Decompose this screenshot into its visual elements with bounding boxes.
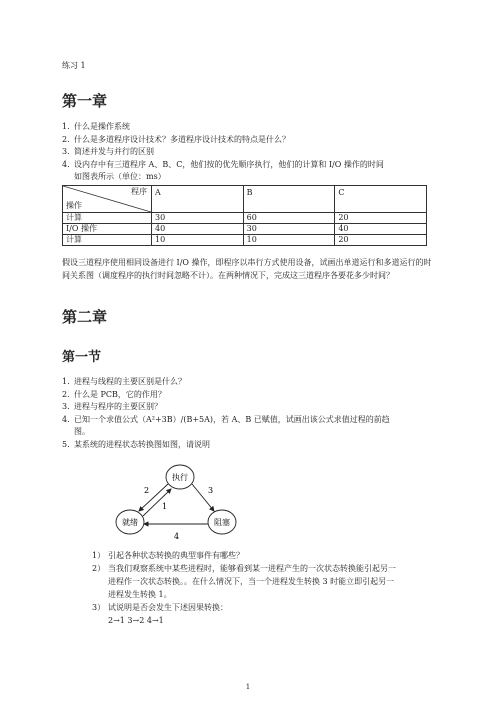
sub-question-number: 2） bbox=[92, 564, 106, 573]
sub-question-list bbox=[92, 549, 396, 627]
list-item bbox=[92, 575, 396, 588]
state-running-label: 执行 bbox=[172, 473, 188, 482]
sub-question-text: 进程发生转换 1。 bbox=[108, 590, 172, 599]
question-text: 进程与线程的主要区别是什么？ bbox=[74, 377, 186, 386]
question-text: 如图表所示（单位：ms） bbox=[74, 172, 166, 182]
edge-label-3: 3 bbox=[208, 486, 214, 495]
table-cell: 10 bbox=[243, 235, 335, 246]
list-item bbox=[62, 401, 390, 414]
list-item bbox=[62, 439, 390, 452]
list-item bbox=[62, 121, 384, 134]
question-text: 进程与程序的主要区别？ bbox=[74, 402, 162, 412]
question-number: 4. bbox=[62, 414, 70, 424]
table-cell: 20 bbox=[335, 235, 427, 246]
exercise-label: 练习 1 bbox=[62, 61, 86, 70]
table-row bbox=[63, 224, 427, 235]
problem-paragraph: 假设三道程序使用相同设备进行 I/O 操作，即程序以串行方式使用设备，试画出单道运行和多道运行的时间关系图（调度程序的执行时间忽略不计）。在两种情况下，完成这三道程序各要花多少时间？ bbox=[62, 258, 432, 280]
list-item bbox=[62, 171, 384, 184]
section-title: 第一节 bbox=[62, 350, 102, 365]
question-text: 简述并发与并行的区别 bbox=[74, 147, 154, 157]
list-item bbox=[62, 426, 390, 439]
header-bottom-label: 操作 bbox=[66, 201, 82, 210]
table-row bbox=[63, 213, 427, 224]
table-cell: 10 bbox=[152, 235, 244, 246]
edge-label-1: 1 bbox=[162, 502, 168, 511]
sub-question-number: 3） bbox=[92, 603, 106, 612]
question-text: 某系统的进程状态转换图如图，请说明 bbox=[74, 439, 210, 449]
timing-table bbox=[62, 185, 427, 246]
list-item bbox=[62, 389, 390, 402]
list-item bbox=[62, 134, 384, 147]
chapter-2-title: 第二章 bbox=[62, 308, 108, 326]
question-text: 什么是操作系统 bbox=[74, 122, 130, 131]
chapter-1-title: 第一章 bbox=[62, 92, 108, 110]
row-label: 计算 bbox=[63, 213, 152, 224]
sub-question-number: 1） bbox=[92, 551, 106, 560]
sub-question-text: 2→1 3→2 4→1 bbox=[108, 616, 164, 625]
column-header: B bbox=[243, 186, 335, 213]
list-item bbox=[62, 414, 390, 427]
table-cell: 30 bbox=[152, 213, 244, 224]
question-text: 什么是 PCB，它的作用？ bbox=[74, 389, 166, 399]
question-number: 3. bbox=[62, 147, 70, 157]
sub-question-text: 当我们观察系统中某些进程时，能够看到某一进程产生的一次状态转换能引起另一 bbox=[108, 564, 396, 573]
table-row bbox=[63, 235, 427, 246]
question-number: 3. bbox=[62, 402, 70, 412]
question-number: 2. bbox=[62, 134, 70, 144]
sub-question-text: 引起各种状态转换的典型事件有哪些？ bbox=[108, 551, 244, 560]
sub-question-text: 试说明是否会发生下述因果转换： bbox=[108, 603, 228, 612]
row-label: I/O 操作 bbox=[63, 224, 152, 235]
column-header: C bbox=[335, 186, 427, 213]
question-text: 什么是多道程序设计技术？多道程序设计技术的特点是什么？ bbox=[74, 134, 290, 144]
question-number: 1. bbox=[62, 122, 70, 131]
question-number: 5. bbox=[62, 439, 70, 449]
chapter-1-questions bbox=[62, 121, 384, 184]
question-text: 图。 bbox=[74, 427, 90, 437]
question-number: 4. bbox=[62, 159, 70, 169]
question-text: 已知一个求值公式（A²+3B）/(B+5A)，若 A、B 已赋值，试画出该公式求值过程的前趋 bbox=[74, 414, 390, 424]
sub-question-text: 进程作一次状态转换。。在什么情况下，当一个进程发生转换 3 时能立即引起另一 bbox=[108, 577, 395, 586]
table-cell: 20 bbox=[335, 213, 427, 224]
diagonal-header-cell bbox=[63, 186, 152, 213]
table-cell: 40 bbox=[152, 224, 244, 235]
table-cell: 60 bbox=[243, 213, 335, 224]
column-header: A bbox=[152, 186, 244, 213]
list-item bbox=[92, 601, 396, 614]
question-text: 设内存中有三道程序 A、B、C，他们按的优先顺序执行，他们的计算和 I/O 操作的时间 bbox=[74, 159, 384, 169]
list-item bbox=[92, 588, 396, 601]
row-label: 计算 bbox=[63, 235, 152, 246]
edge-label-4: 4 bbox=[174, 532, 180, 541]
state-blocked-label: 阻塞 bbox=[214, 518, 230, 527]
edge-label-2: 2 bbox=[144, 486, 150, 495]
list-item bbox=[62, 146, 384, 159]
list-item bbox=[92, 562, 396, 575]
list-item bbox=[92, 614, 396, 627]
table-cell: 40 bbox=[335, 224, 427, 235]
table-header-row bbox=[63, 186, 427, 213]
question-number: 2. bbox=[62, 389, 70, 399]
list-item bbox=[62, 159, 384, 172]
state-transition-diagram bbox=[110, 462, 280, 542]
header-top-label: 程序 bbox=[131, 187, 147, 196]
list-item bbox=[62, 376, 390, 389]
list-item bbox=[92, 549, 396, 562]
state-ready-label: 就绪 bbox=[122, 518, 138, 527]
page-number: 1 bbox=[245, 683, 251, 691]
chapter-2-questions bbox=[62, 376, 390, 452]
table-cell: 30 bbox=[243, 224, 335, 235]
question-number: 1. bbox=[62, 377, 70, 386]
